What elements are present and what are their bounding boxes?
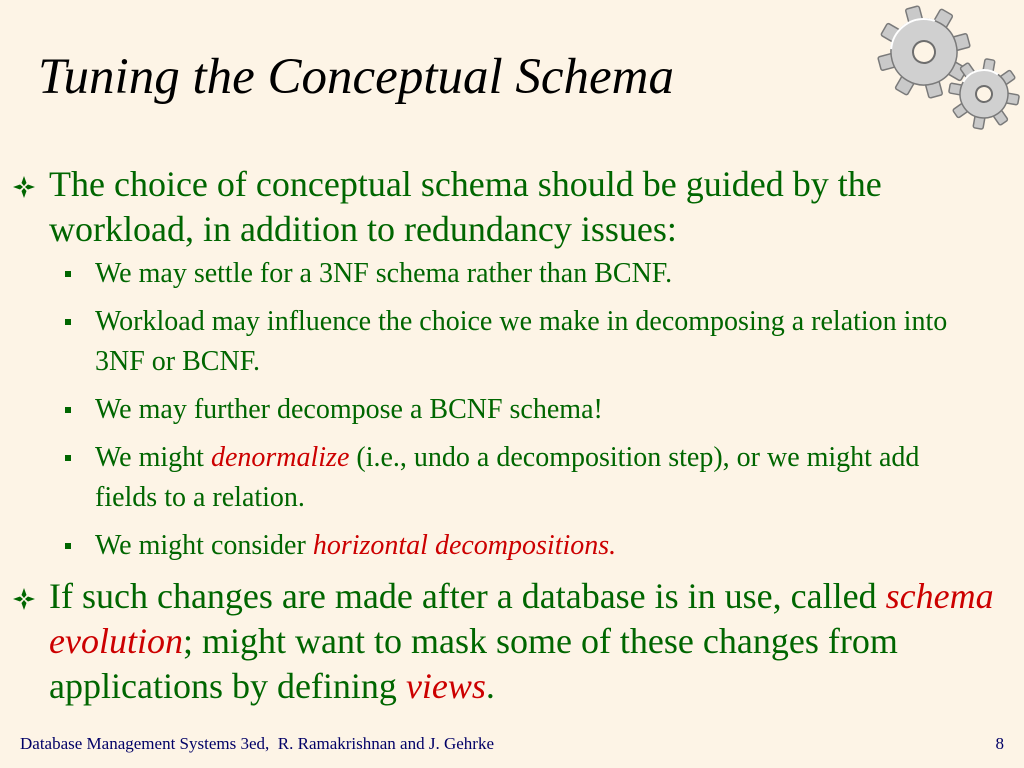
slide-body: [0, 162, 1024, 709]
sub-bullet-text: We may further decompose a BCNF schema!: [95, 394, 603, 425]
sub-bullet-3nf: [0, 254, 1024, 294]
sub-bullet-text: We may settle for a 3NF schema rather than BCNF.: [95, 258, 673, 289]
sub-bullet-horizontal: [0, 526, 1024, 566]
square-bullet-icon: [65, 407, 71, 413]
bullet-text: The choice of conceptual schema should be guided by the workload, in addition to redundancy issues:: [49, 164, 882, 249]
gears-icon: [862, 4, 1024, 130]
square-bullet-icon: [65, 455, 71, 461]
sub-bullet-denormalize: [0, 438, 1024, 518]
slide-footer: Database Management Systems 3ed, R. Ramakrishnan and J. Gehrke: [20, 734, 494, 753]
sub-bullet-further-decompose: [0, 390, 1024, 430]
square-bullet-icon: [65, 271, 71, 277]
diamond-bullet-icon: [12, 175, 36, 199]
page-number: 8: [995, 734, 1004, 753]
bullet-schema-evolution: [0, 574, 1024, 709]
emphasis-schema-evolution: schema evolution: [49, 576, 994, 661]
slide-title: Tuning the Conceptual Schema: [38, 49, 675, 105]
sub-bullet-text-start: We might: [95, 442, 211, 473]
sub-bullet-text-end: (i.e., undo a decomposition step), or we might add fields to a relation.: [95, 442, 920, 513]
emphasis-horizontal-decompositions: horizontal decompositions: [312, 530, 610, 561]
square-bullet-icon: [65, 543, 71, 549]
sub-bullet-workload-influence: [0, 302, 1024, 382]
bullet-workload: [0, 162, 1024, 252]
sub-bullet-text-start: We might consider: [95, 530, 313, 561]
bullet-text-start: If such changes are made after a database is in use, called: [49, 576, 886, 616]
bullet-text-end: .: [485, 666, 495, 706]
sub-bullet-text-end: .: [609, 530, 617, 561]
emphasis-denormalize: denormalize: [210, 442, 350, 473]
square-bullet-icon: [65, 319, 71, 325]
sub-bullet-text: Workload may influence the choice we make in decomposing a relation into 3NF or BCNF.: [95, 306, 948, 377]
emphasis-views: views: [405, 666, 486, 706]
bullet-text-middle: ; might want to mask some of these changes from applications by defining: [49, 621, 898, 706]
diamond-bullet-icon: [12, 587, 36, 611]
